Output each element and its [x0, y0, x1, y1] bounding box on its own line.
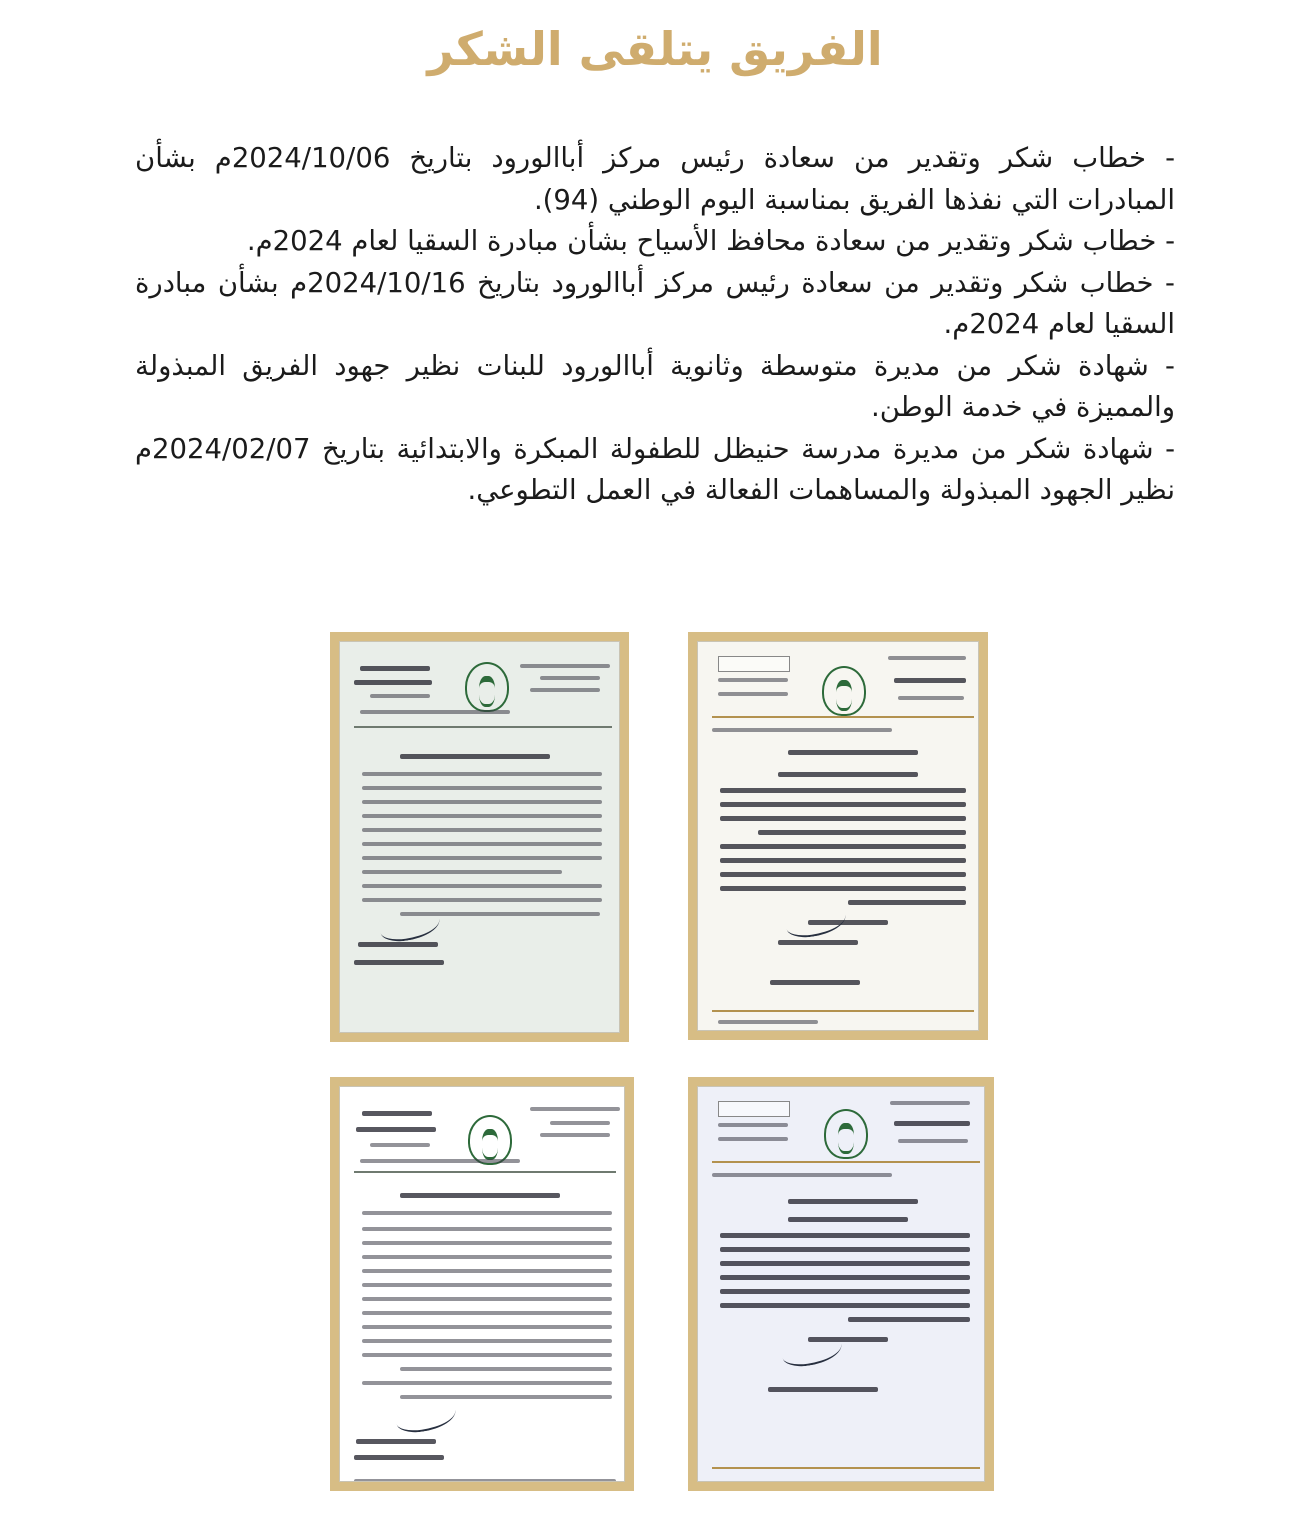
document-text-line — [890, 1101, 970, 1105]
signature-icon — [378, 908, 441, 944]
document-text-line — [358, 942, 438, 947]
document-text-line — [718, 692, 788, 696]
document-text-line — [354, 1171, 616, 1173]
document-text-line — [362, 1325, 612, 1329]
document-text-line — [720, 788, 966, 793]
document-text-line — [718, 656, 790, 672]
document-text-line — [718, 1123, 788, 1127]
kingdom-emblem-icon — [824, 1109, 868, 1159]
signature-icon — [780, 1333, 843, 1369]
document-text-line — [788, 1199, 918, 1204]
document-text-line — [362, 842, 602, 846]
document-text-line — [720, 1233, 970, 1238]
signature-icon — [394, 1399, 457, 1435]
letter-sheet — [697, 1086, 985, 1482]
kingdom-emblem-icon — [822, 666, 866, 716]
document-text-line — [362, 884, 602, 888]
letter-sheet — [339, 1086, 625, 1482]
document-text-line — [400, 1367, 612, 1371]
document-text-line — [720, 886, 966, 891]
kingdom-emblem-icon — [468, 1115, 512, 1165]
document-text-line — [720, 1289, 970, 1294]
document-text-line — [360, 1159, 520, 1163]
document-text-line — [778, 940, 858, 945]
document-text-line — [718, 1101, 790, 1117]
document-text-line — [720, 1303, 970, 1308]
thanks-item-2: - خطاب شكر وتقدير من سعادة محافظ الأسياح بشأن مبادرة السقيا لعام 2024م. — [246, 225, 1175, 257]
document-text-line — [362, 1241, 612, 1245]
document-text-line — [540, 1133, 610, 1137]
document-text-line — [550, 1121, 610, 1125]
document-text-line — [400, 754, 550, 759]
document-text-line — [362, 772, 602, 776]
letter-image-bottom-right — [688, 1077, 994, 1491]
document-text-line — [360, 666, 430, 671]
thanks-list — [135, 138, 1175, 512]
letter-image-top-left — [330, 632, 629, 1042]
document-text-line — [360, 710, 510, 714]
document-text-line — [362, 1227, 612, 1231]
document-text-line — [530, 688, 600, 692]
letter-image-top-right — [688, 632, 988, 1040]
document-text-line — [720, 872, 966, 877]
document-text-line — [362, 800, 602, 804]
document-text-line — [400, 1193, 560, 1198]
document-text-line — [718, 1020, 818, 1024]
document-text-line — [718, 1137, 788, 1141]
document-text-line — [720, 858, 966, 863]
document-text-line — [894, 1121, 970, 1126]
document-text-line — [370, 694, 430, 698]
document-text-line — [354, 1479, 616, 1482]
document-text-line — [362, 898, 602, 902]
document-text-line — [712, 1161, 980, 1163]
document-text-line — [530, 1107, 620, 1111]
document-text-line — [362, 1381, 612, 1385]
document-text-line — [770, 980, 860, 985]
document-text-line — [888, 656, 966, 660]
document-text-line — [354, 680, 432, 685]
document-text-line — [362, 1211, 612, 1215]
document-text-line — [540, 676, 600, 680]
document-text-line — [768, 1387, 878, 1392]
thanks-item-1: - خطاب شكر وتقدير من سعادة رئيس مركز أباالورود بتاريخ 2024/10/06م بشأن المبادرات التي نفذها الفريق بمناسبة اليوم الوطني (94). — [135, 142, 1175, 216]
document-text-line — [362, 814, 602, 818]
document-text-line — [720, 1247, 970, 1252]
document-text-line — [758, 830, 966, 835]
letter-image-bottom-left — [330, 1077, 634, 1491]
document-text-line — [894, 678, 966, 683]
thanks-item-3: - خطاب شكر وتقدير من سعادة رئيس مركز أباالورود بتاريخ 2024/10/16م بشأن مبادرة السقيا لعام 2024م. — [135, 266, 1175, 340]
document-text-line — [720, 1261, 970, 1266]
letter-sheet — [697, 641, 979, 1031]
document-text-line — [788, 750, 918, 755]
document-text-line — [362, 1111, 432, 1116]
document-text-line — [712, 1173, 892, 1177]
document-text-line — [718, 678, 788, 682]
document-text-line — [898, 696, 964, 700]
document-text-line — [712, 728, 892, 732]
document-text-line — [720, 844, 966, 849]
document-text-line — [712, 1467, 980, 1469]
document-text-line — [362, 1297, 612, 1301]
document-text-line — [778, 772, 918, 777]
document-text-line — [354, 726, 612, 728]
document-text-line — [400, 1395, 612, 1399]
thanks-item-4: - شهادة شكر من مديرة متوسطة وثانوية أباالورود للبنات نظير جهود الفريق المبذولة والمميزة في خدمة الوطن. — [135, 349, 1175, 423]
document-text-line — [362, 786, 602, 790]
document-text-line — [362, 1311, 612, 1315]
document-text-line — [848, 1317, 970, 1322]
document-text-line — [362, 1339, 612, 1343]
document-text-line — [898, 1139, 968, 1143]
document-text-line — [356, 1439, 436, 1444]
document-text-line — [362, 1255, 612, 1259]
document-text-line — [356, 1127, 436, 1132]
document-text-line — [362, 856, 602, 860]
document-text-line — [848, 900, 966, 905]
document-text-line — [720, 1275, 970, 1280]
document-text-line — [520, 664, 610, 668]
document-text-line — [712, 716, 974, 718]
document-text-line — [362, 828, 602, 832]
kingdom-emblem-icon — [465, 662, 509, 712]
letter-sheet — [339, 641, 620, 1033]
document-text-line — [370, 1143, 430, 1147]
signature-icon — [784, 904, 847, 940]
document-text-line — [788, 1217, 908, 1222]
document-text-line — [354, 1455, 444, 1460]
document-text-line — [362, 1283, 612, 1287]
page-title: الفريق يتلقى الشكر — [427, 22, 883, 76]
thanks-item-5: - شهادة شكر من مديرة مدرسة حنيظل للطفولة المبكرة والابتدائية بتاريخ 2024/02/07م نظير الجهود المبذولة والمساهمات الفعالة في العمل التطوعي. — [135, 432, 1175, 506]
document-text-line — [362, 1269, 612, 1273]
document-text-line — [354, 960, 444, 965]
document-text-line — [712, 1010, 974, 1012]
document-text-line — [362, 870, 562, 874]
document-text-line — [720, 816, 966, 821]
document-text-line — [720, 802, 966, 807]
document-text-line — [362, 1353, 612, 1357]
